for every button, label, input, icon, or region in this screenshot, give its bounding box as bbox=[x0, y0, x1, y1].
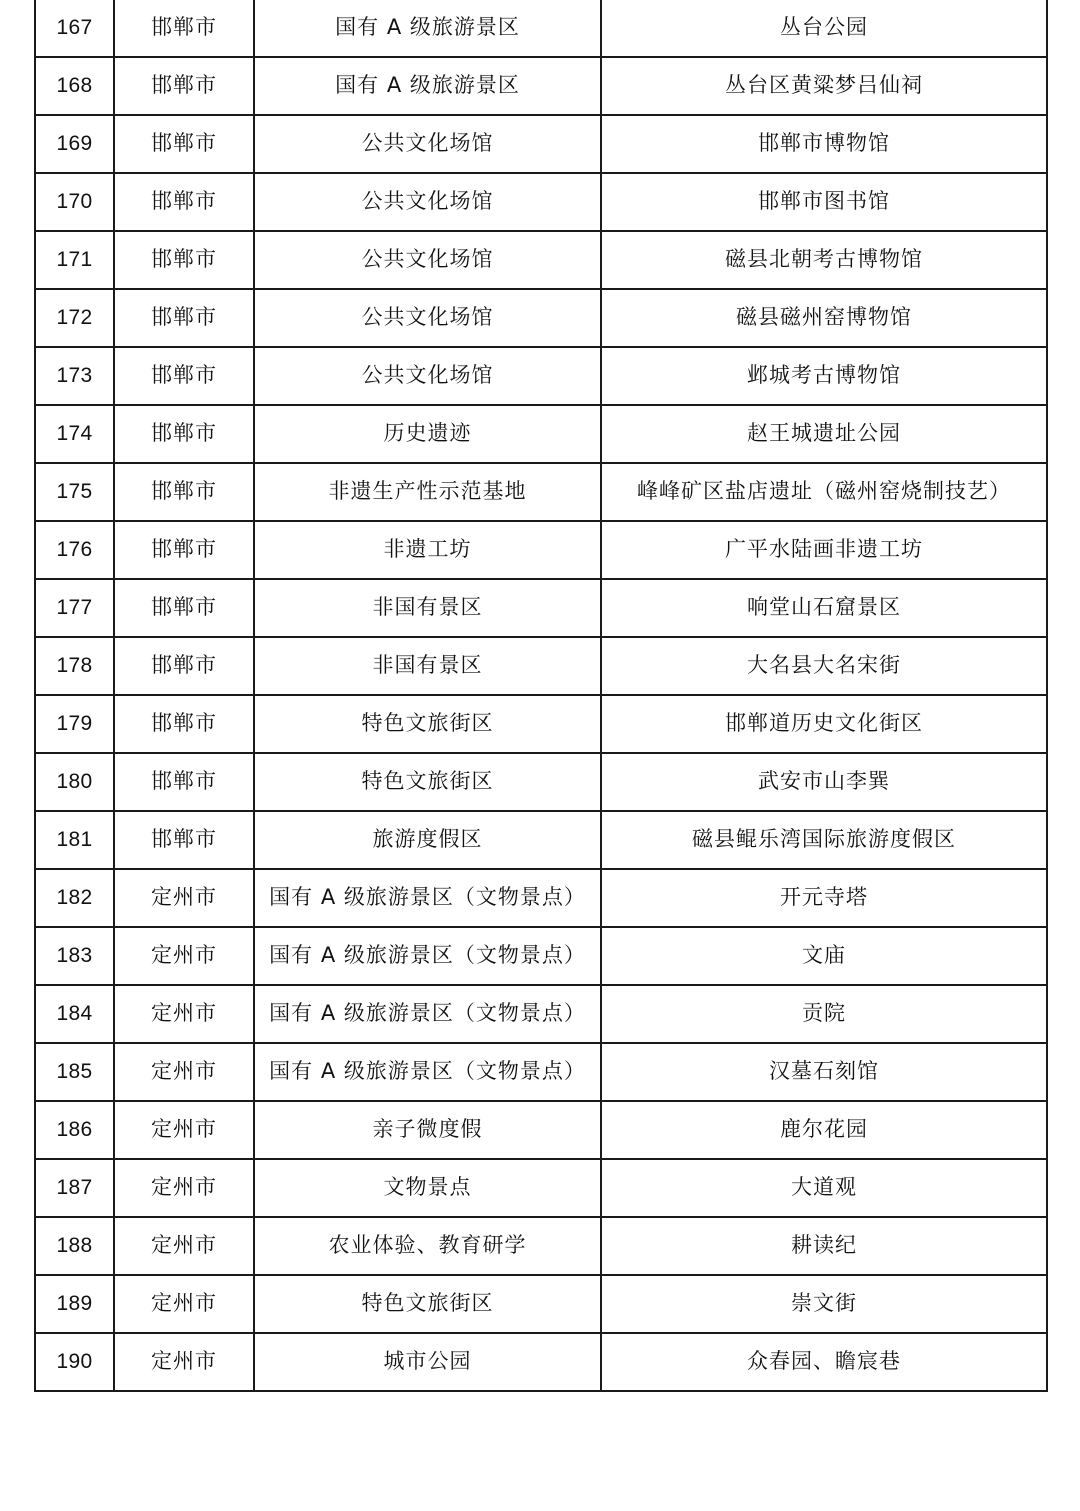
row-number-cell: 180 bbox=[35, 753, 114, 811]
category-cell: 国有 A 级旅游景区 bbox=[254, 0, 601, 57]
row-number-cell: 188 bbox=[35, 1217, 114, 1275]
category-cell: 非国有景区 bbox=[254, 637, 601, 695]
city-cell: 邯郸市 bbox=[114, 173, 254, 231]
table-row bbox=[35, 1333, 1047, 1391]
city-cell: 邯郸市 bbox=[114, 811, 254, 869]
table-row bbox=[35, 1043, 1047, 1101]
venue-name-cell: 广平水陆画非遗工坊 bbox=[601, 521, 1047, 579]
category-cell: 公共文化场馆 bbox=[254, 231, 601, 289]
row-number-cell: 169 bbox=[35, 115, 114, 173]
category-cell: 公共文化场馆 bbox=[254, 289, 601, 347]
row-number-cell: 190 bbox=[35, 1333, 114, 1391]
venue-name-cell: 汉墓石刻馆 bbox=[601, 1043, 1047, 1101]
venue-name-cell: 开元寺塔 bbox=[601, 869, 1047, 927]
row-number-cell: 187 bbox=[35, 1159, 114, 1217]
venue-name-cell: 丛台公园 bbox=[601, 0, 1047, 57]
city-cell: 邯郸市 bbox=[114, 0, 254, 57]
row-number-cell: 175 bbox=[35, 463, 114, 521]
row-number-cell: 182 bbox=[35, 869, 114, 927]
category-cell: 国有 A 级旅游景区（文物景点） bbox=[254, 869, 601, 927]
table-row bbox=[35, 637, 1047, 695]
table-row bbox=[35, 1101, 1047, 1159]
city-cell: 定州市 bbox=[114, 927, 254, 985]
row-number-cell: 167 bbox=[35, 0, 114, 57]
venue-name-cell: 邯郸市图书馆 bbox=[601, 173, 1047, 231]
table-row bbox=[35, 1275, 1047, 1333]
category-cell: 非遗生产性示范基地 bbox=[254, 463, 601, 521]
table-row bbox=[35, 753, 1047, 811]
category-cell: 国有 A 级旅游景区（文物景点） bbox=[254, 985, 601, 1043]
venue-name-cell: 赵王城遗址公园 bbox=[601, 405, 1047, 463]
table-row bbox=[35, 173, 1047, 231]
city-cell: 邯郸市 bbox=[114, 231, 254, 289]
venue-name-cell: 众春园、瞻宸巷 bbox=[601, 1333, 1047, 1391]
row-number-cell: 174 bbox=[35, 405, 114, 463]
venue-name-cell: 耕读纪 bbox=[601, 1217, 1047, 1275]
city-cell: 邯郸市 bbox=[114, 347, 254, 405]
row-number-cell: 183 bbox=[35, 927, 114, 985]
row-number-cell: 176 bbox=[35, 521, 114, 579]
venue-name-cell: 大道观 bbox=[601, 1159, 1047, 1217]
category-cell: 非国有景区 bbox=[254, 579, 601, 637]
row-number-cell: 173 bbox=[35, 347, 114, 405]
venue-list-table bbox=[34, 0, 1048, 1392]
city-cell: 定州市 bbox=[114, 1159, 254, 1217]
table-row bbox=[35, 57, 1047, 115]
table-row bbox=[35, 1159, 1047, 1217]
table-row bbox=[35, 869, 1047, 927]
city-cell: 定州市 bbox=[114, 869, 254, 927]
venue-name-cell: 文庙 bbox=[601, 927, 1047, 985]
city-cell: 定州市 bbox=[114, 1101, 254, 1159]
city-cell: 定州市 bbox=[114, 1275, 254, 1333]
city-cell: 邯郸市 bbox=[114, 695, 254, 753]
city-cell: 邯郸市 bbox=[114, 463, 254, 521]
table-row bbox=[35, 405, 1047, 463]
city-cell: 邯郸市 bbox=[114, 57, 254, 115]
venue-name-cell: 邺城考古博物馆 bbox=[601, 347, 1047, 405]
row-number-cell: 185 bbox=[35, 1043, 114, 1101]
table-row bbox=[35, 695, 1047, 753]
city-cell: 邯郸市 bbox=[114, 579, 254, 637]
venue-name-cell: 邯郸市博物馆 bbox=[601, 115, 1047, 173]
row-number-cell: 170 bbox=[35, 173, 114, 231]
table-row bbox=[35, 347, 1047, 405]
city-cell: 定州市 bbox=[114, 1043, 254, 1101]
city-cell: 邯郸市 bbox=[114, 637, 254, 695]
row-number-cell: 168 bbox=[35, 57, 114, 115]
table-row bbox=[35, 231, 1047, 289]
venue-name-cell: 响堂山石窟景区 bbox=[601, 579, 1047, 637]
table-row bbox=[35, 0, 1047, 57]
venue-name-cell: 大名县大名宋街 bbox=[601, 637, 1047, 695]
table-row bbox=[35, 521, 1047, 579]
table-row bbox=[35, 1217, 1047, 1275]
row-number-cell: 177 bbox=[35, 579, 114, 637]
table-row bbox=[35, 811, 1047, 869]
city-cell: 邯郸市 bbox=[114, 753, 254, 811]
category-cell: 国有 A 级旅游景区 bbox=[254, 57, 601, 115]
venue-name-cell: 鹿尔花园 bbox=[601, 1101, 1047, 1159]
row-number-cell: 172 bbox=[35, 289, 114, 347]
row-number-cell: 186 bbox=[35, 1101, 114, 1159]
city-cell: 邯郸市 bbox=[114, 521, 254, 579]
row-number-cell: 179 bbox=[35, 695, 114, 753]
row-number-cell: 184 bbox=[35, 985, 114, 1043]
table-row bbox=[35, 579, 1047, 637]
city-cell: 定州市 bbox=[114, 1217, 254, 1275]
category-cell: 历史遗迹 bbox=[254, 405, 601, 463]
category-cell: 文物景点 bbox=[254, 1159, 601, 1217]
category-cell: 公共文化场馆 bbox=[254, 115, 601, 173]
table-row bbox=[35, 985, 1047, 1043]
category-cell: 国有 A 级旅游景区（文物景点） bbox=[254, 927, 601, 985]
venue-name-cell: 磁县磁州窑博物馆 bbox=[601, 289, 1047, 347]
table-row bbox=[35, 289, 1047, 347]
city-cell: 邯郸市 bbox=[114, 405, 254, 463]
category-cell: 国有 A 级旅游景区（文物景点） bbox=[254, 1043, 601, 1101]
venue-name-cell: 丛台区黄粱梦吕仙祠 bbox=[601, 57, 1047, 115]
category-cell: 农业体验、教育研学 bbox=[254, 1217, 601, 1275]
city-cell: 邯郸市 bbox=[114, 115, 254, 173]
venue-name-cell: 邯郸道历史文化街区 bbox=[601, 695, 1047, 753]
row-number-cell: 178 bbox=[35, 637, 114, 695]
table-row bbox=[35, 115, 1047, 173]
venue-name-cell: 武安市山李巽 bbox=[601, 753, 1047, 811]
category-cell: 特色文旅街区 bbox=[254, 1275, 601, 1333]
venue-name-cell: 磁县北朝考古博物馆 bbox=[601, 231, 1047, 289]
category-cell: 公共文化场馆 bbox=[254, 173, 601, 231]
city-cell: 定州市 bbox=[114, 985, 254, 1043]
row-number-cell: 189 bbox=[35, 1275, 114, 1333]
category-cell: 特色文旅街区 bbox=[254, 695, 601, 753]
venue-name-cell: 贡院 bbox=[601, 985, 1047, 1043]
city-cell: 邯郸市 bbox=[114, 289, 254, 347]
table-row bbox=[35, 463, 1047, 521]
venue-name-cell: 崇文街 bbox=[601, 1275, 1047, 1333]
category-cell: 公共文化场馆 bbox=[254, 347, 601, 405]
category-cell: 亲子微度假 bbox=[254, 1101, 601, 1159]
category-cell: 特色文旅街区 bbox=[254, 753, 601, 811]
category-cell: 城市公园 bbox=[254, 1333, 601, 1391]
row-number-cell: 171 bbox=[35, 231, 114, 289]
city-cell: 定州市 bbox=[114, 1333, 254, 1391]
row-number-cell: 181 bbox=[35, 811, 114, 869]
table-row bbox=[35, 927, 1047, 985]
table-body bbox=[35, 0, 1047, 1391]
venue-name-cell: 峰峰矿区盐店遗址（磁州窑烧制技艺） bbox=[601, 463, 1047, 521]
category-cell: 非遗工坊 bbox=[254, 521, 601, 579]
category-cell: 旅游度假区 bbox=[254, 811, 601, 869]
venue-name-cell: 磁县鲲乐湾国际旅游度假区 bbox=[601, 811, 1047, 869]
